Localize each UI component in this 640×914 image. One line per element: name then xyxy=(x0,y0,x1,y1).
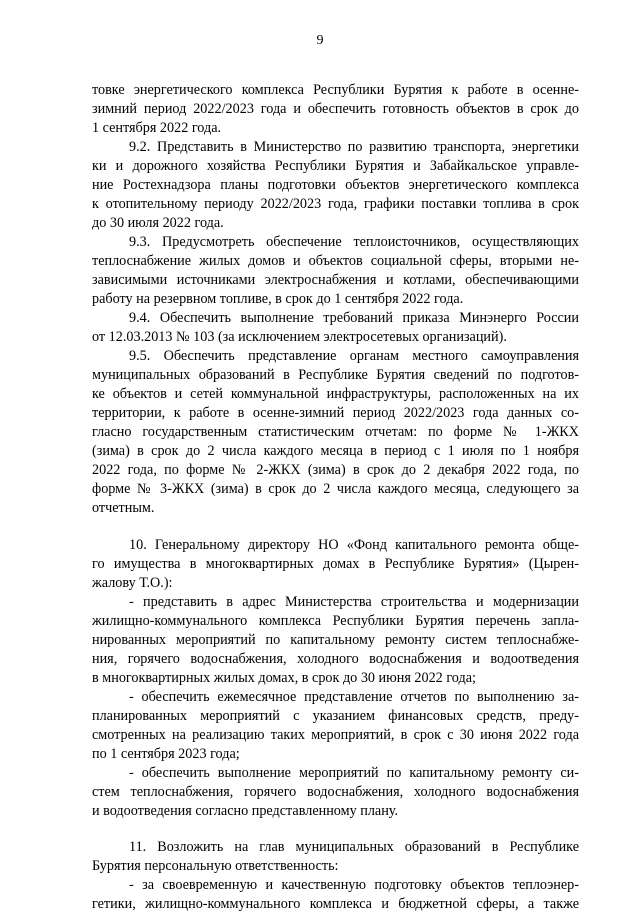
text-line: территории, к работе в осенне-зимний период 2022/2023 года данных со- xyxy=(92,405,579,421)
text-line: до 30 июля 2022 года. xyxy=(92,215,224,231)
text-line: (зима) в срок до 2 числа каждого месяца в период с 1 июля по 1 ноября xyxy=(92,443,579,459)
text-line: муниципальных образований в Республике Бурятия сведений по подготов- xyxy=(92,367,579,383)
text-line: 2022 года, по форме № 2-ЖКХ (зима) в срок до 2 декабря 2022 года, по xyxy=(92,462,579,478)
text-line: 9.4. Обеспечить выполнение требований приказа Минэнерго России xyxy=(129,310,579,326)
text-line: Бурятия персональную ответственность: xyxy=(92,858,339,874)
text-line: - представить в адрес Министерства строительства и модернизации xyxy=(129,594,579,610)
text-line: работу на резервном топливе, в срок до 1 сентября 2022 года. xyxy=(92,291,464,307)
text-line: от 12.03.2013 № 103 (за исключением электросетевых организаций). xyxy=(92,329,507,345)
text-line: го имущества в многоквартирных домах в Республике Бурятия» (Цырен- xyxy=(92,556,579,572)
text-line: зависимыми источниками электроснабжения и котлами, обеспечивающими xyxy=(92,272,579,288)
text-line: смотренных на реализацию таких мероприятий, в срок с 30 июня 2022 года xyxy=(92,727,579,743)
text-line: стем теплоснабжения, горячего водоснабжения, холодного водоснабжения xyxy=(92,784,579,800)
text-line: гетики, жилищно-коммунального комплекса и бюджетной сферы, а также xyxy=(92,896,579,912)
text-line: к отопительному периоду 2022/2023 года, графики поставки топлива в срок xyxy=(92,196,579,212)
text-line: форме № 3-ЖКХ (зима) в срок до 2 числа каждого месяца, следующего за xyxy=(92,481,579,497)
text-line: и водоотведения согласно представленному плану. xyxy=(92,803,399,819)
text-line: 11. Возложить на глав муниципальных образований в Республике xyxy=(129,839,579,855)
text-line: 9.5. Обеспечить представление органам местного самоуправления xyxy=(129,348,579,364)
text-line: ния, горячего водоснабжения, холодного водоснабжения и водоотведения xyxy=(92,651,579,667)
text-line: 10. Генеральному директору НО «Фонд капитального ремонта обще- xyxy=(129,537,579,553)
text-line: - за своевременную и качественную подготовку объектов теплоэнер- xyxy=(129,877,579,893)
text-line: - обеспечить ежемесячное представление отчетов по выполнению за- xyxy=(129,689,579,705)
text-line: ние Ростехнадзора планы подготовки объектов энергетического комплекса xyxy=(92,177,579,193)
text-line: ке объектов и сетей коммунальной инфраструктуры, расположенных на их xyxy=(92,386,579,402)
text-line: 9.3. Предусмотреть обеспечение теплоисточников, осуществляющих xyxy=(129,234,579,250)
text-line: жалову Т.О.): xyxy=(92,575,173,591)
text-line: по 1 сентября 2023 года; xyxy=(92,746,240,762)
text-line: отчетным. xyxy=(92,500,155,516)
text-line: - обеспечить выполнение мероприятий по капитальному ремонту си- xyxy=(129,765,579,781)
text-line: нированных мероприятий по капитальному ремонту систем теплоснабже- xyxy=(92,632,579,648)
text-line: в многоквартирных жилых домах, в срок до 30 июня 2022 года; xyxy=(92,670,476,686)
page-number: 9 xyxy=(316,33,324,48)
text-line: ки и дорожного хозяйства Республики Бурятия и Забайкальское управле- xyxy=(92,158,579,174)
text-line: гласно государственным статистическим отчетам: по форме № 1-ЖКХ xyxy=(92,424,579,440)
text-line: товке энергетического комплекса Республики Бурятия к работе в осенне- xyxy=(92,82,579,98)
text-line: жилищно-коммунального комплекса Республики Бурятия перечень запла- xyxy=(92,613,579,629)
text-line: теплоснабжение жилых домов и объектов социальной сферы, вторыми не- xyxy=(92,253,579,269)
text-line: планированных мероприятий с указанием финансовых средств, преду- xyxy=(92,708,579,724)
text-line: 9.2. Представить в Министерство по развитию транспорта, энергетики xyxy=(129,139,579,155)
text-line: 1 сентября 2022 года. xyxy=(92,120,222,136)
text-line: зимний период 2022/2023 года и обеспечить готовность объектов в срок до xyxy=(92,101,579,117)
